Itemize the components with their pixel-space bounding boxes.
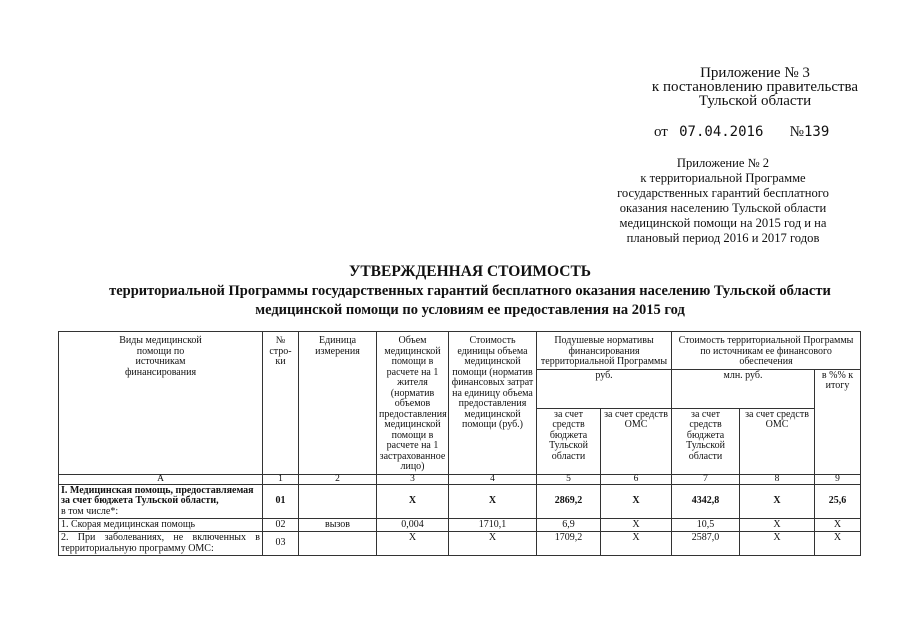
col-number: 8 <box>740 474 815 484</box>
col-number: 3 <box>377 474 449 484</box>
row-name: 2. При заболеваниях, не включенных в территориальную программу ОМС: <box>59 532 263 556</box>
row-c-oms: X <box>740 532 815 556</box>
resolution-number: 139 <box>803 124 830 140</box>
resolution-reference <box>654 124 829 141</box>
row-pc-oms: X <box>601 484 672 519</box>
document-title: УТВЕРЖДЕННАЯ СТОИМОСТЬ <box>348 263 592 280</box>
resolution-date: 07.04.2016 <box>679 124 764 140</box>
appendix-2-line-1: к территориальной Программе <box>640 171 806 185</box>
row-name: 1. Скорая медицинская помощь <box>59 519 263 532</box>
table-row <box>59 519 861 532</box>
header-row-no: № стро-ки <box>263 332 299 475</box>
row-c-budget: 10,5 <box>672 519 740 532</box>
row-c-oms: X <box>740 519 815 532</box>
row-no: 01 <box>263 484 299 519</box>
row-pct: X <box>815 532 861 556</box>
row-pc-budget: 6,9 <box>537 519 601 532</box>
appendix-2-line-3: оказания населению Тульской области <box>619 201 827 215</box>
col-number: 7 <box>672 474 740 484</box>
row-name: I. Медицинская помощь, предоставляемая за счет бюджета Тульской области, в том числе*: <box>59 484 263 519</box>
col-number: 2 <box>299 474 377 484</box>
row-volume: 0,004 <box>377 519 449 532</box>
row-c-budget: 2587,0 <box>672 532 740 556</box>
header-c-oms: за счет средств ОМС <box>740 408 815 474</box>
row-unit <box>299 484 377 519</box>
cost-table <box>58 331 861 556</box>
header-unit: Единица измерения <box>299 332 377 475</box>
appendix-2-title: Приложение № 2 <box>676 156 770 170</box>
row-c-budget: 4342,8 <box>672 484 740 519</box>
table-row <box>59 484 861 519</box>
appendix-2-header <box>598 156 848 246</box>
row-pct: 25,6 <box>815 484 861 519</box>
header-cost: Стоимость территориальной Программы по источникам ее финансового обеспечения <box>672 332 861 370</box>
row-unit-cost: 1710,1 <box>449 519 537 532</box>
row-c-oms: X <box>740 484 815 519</box>
col-number: 4 <box>449 474 537 484</box>
table-row <box>59 532 861 556</box>
row-unit-cost: X <box>449 484 537 519</box>
document-subtitle-2: медицинской помощи по условиям ее предоставления на 2015 год <box>255 302 685 318</box>
row-pc-budget: 1709,2 <box>537 532 601 556</box>
header-row-1 <box>59 332 861 370</box>
col-number: 6 <box>601 474 672 484</box>
row-pc-oms: X <box>601 519 672 532</box>
header-pc-budget: за счет средств бюджета Тульской области <box>537 408 601 474</box>
header-per-capita: Подушевые нормативы финансирования территориальной Программы <box>537 332 672 370</box>
header-mln-rub: млн. руб. <box>672 369 815 408</box>
appendix-3-line-2: Тульской области <box>698 93 812 109</box>
column-numbers-row <box>59 474 861 484</box>
header-unit-cost: Стоимость единицы объема медицинской помощи (норматив финансовых затрат на единицу объема предоставления медицинской помощи (руб.) <box>449 332 537 475</box>
row-pc-budget: 2869,2 <box>537 484 601 519</box>
number-label: № <box>789 124 804 140</box>
row-volume: X <box>377 484 449 519</box>
header-pct: в %% к итогу <box>815 369 861 474</box>
header-kinds: Виды медицинской помощи по источникам финансирования <box>59 332 263 475</box>
appendix-2-line-4: медицинской помощи на 2015 год и на <box>619 216 827 230</box>
col-number: А <box>59 474 263 484</box>
row-unit <box>299 532 377 556</box>
col-number: 1 <box>263 474 299 484</box>
row-no: 03 <box>263 532 299 556</box>
col-number: 5 <box>537 474 601 484</box>
header-rub: руб. <box>537 369 672 408</box>
row-volume: X <box>377 532 449 556</box>
row-unit: вызов <box>299 519 377 532</box>
appendix-2-line-2: государственных гарантий бесплатного <box>617 186 829 200</box>
document-subtitle-1: территориальной Программы государственных гарантий бесплатного оказания населению Тульской области <box>109 283 831 299</box>
appendix-3-title: Приложение № 3 <box>700 65 810 81</box>
from-label: от <box>654 124 668 140</box>
row-pct: X <box>815 519 861 532</box>
col-number: 9 <box>815 474 861 484</box>
row-pc-oms: X <box>601 532 672 556</box>
header-pc-oms: за счет средств ОМС <box>601 408 672 474</box>
header-volume: Объем медицинской помощи в расчете на 1 жителя (норматив объемов предоставления медицинской помощи в расчете на 1 застрахованное лицо) <box>377 332 449 475</box>
header-c-budget: за счет средств бюджета Тульской области <box>672 408 740 474</box>
appendix-3-line-1: к постановлению правительства <box>651 79 859 95</box>
appendix-3-header <box>610 66 900 108</box>
row-unit-cost: X <box>449 532 537 556</box>
appendix-2-line-5: плановый период 2016 и 2017 годов <box>626 231 820 245</box>
row-no: 02 <box>263 519 299 532</box>
